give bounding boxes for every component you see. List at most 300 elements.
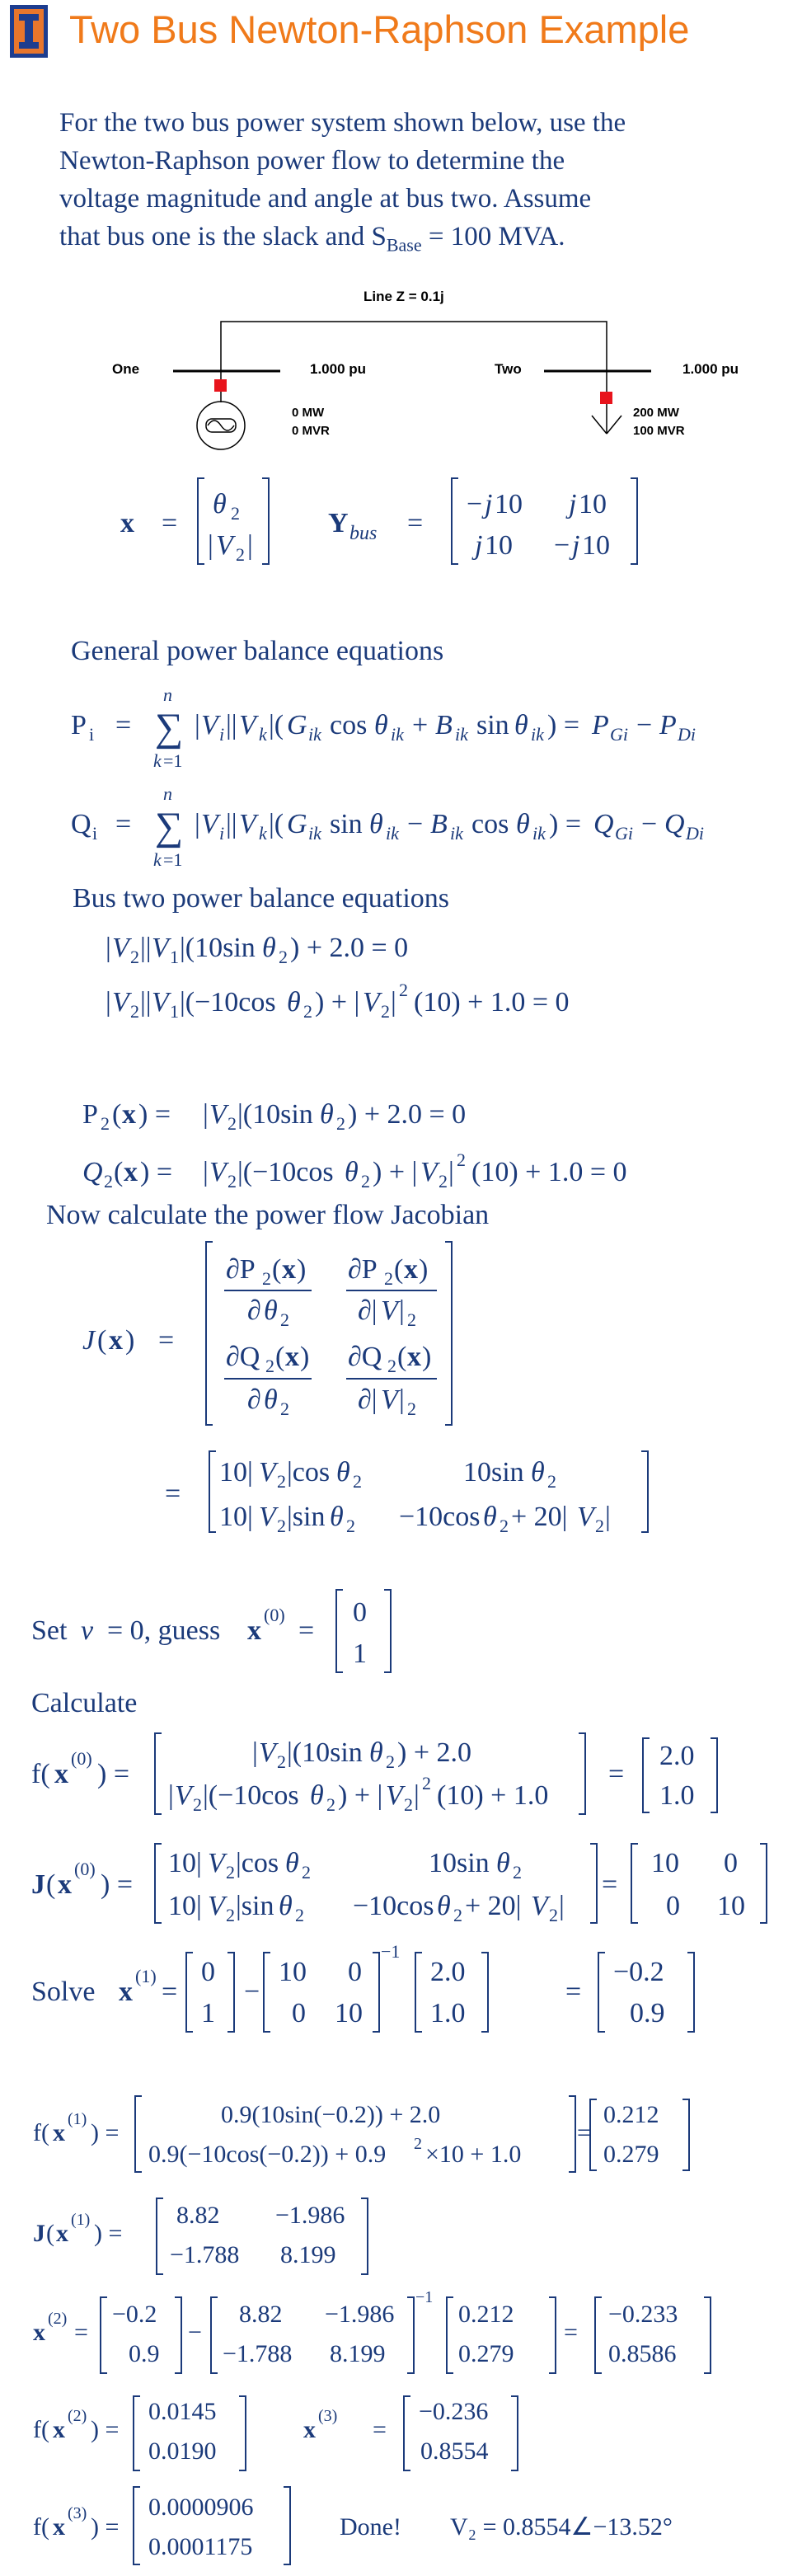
- svg-text:2: 2: [227, 1171, 237, 1192]
- svg-text:): ): [125, 1325, 135, 1356]
- svg-text:−0.236: −0.236: [419, 2398, 489, 2425]
- svg-text:=: =: [608, 1759, 625, 1789]
- svg-text:∑: ∑: [155, 805, 184, 848]
- svg-text:V: V: [381, 1295, 398, 1326]
- intro-line-3: voltage magnitude and angle at bus two. Assume: [59, 184, 592, 214]
- svg-text:) + 2.0: ) + 2.0: [397, 1737, 471, 1768]
- svg-text:|sin: |sin: [287, 1502, 326, 1532]
- svg-text:θ: θ: [531, 1457, 545, 1488]
- svg-text:V: V: [152, 933, 169, 963]
- label-set: Set: [31, 1615, 68, 1646]
- svg-text:2: 2: [279, 947, 288, 967]
- svg-text:1: 1: [353, 1638, 367, 1669]
- svg-text:0.9(−10cos(−0.2)) + 0.9: 0.9(−10cos(−0.2)) + 0.9: [148, 2141, 387, 2168]
- intro-line-4: that bus one is the slack and $S_{Base} = 100$ MVA.: [59, 222, 565, 256]
- svg-text:0.9: 0.9: [129, 2340, 160, 2367]
- svg-text:10: 10: [579, 489, 607, 519]
- svg-text:(: (: [275, 1342, 285, 1372]
- svg-text:f(: f(: [33, 2119, 49, 2146]
- svg-text:2: 2: [265, 1356, 274, 1376]
- svg-text:=: =: [74, 2319, 88, 2346]
- svg-text:|(: |(: [269, 809, 284, 839]
- svg-text:θ: θ: [287, 987, 301, 1018]
- svg-text:0.0001175: 0.0001175: [148, 2533, 253, 2560]
- svg-text:V: V: [381, 1384, 398, 1415]
- svg-text:(1): (1): [68, 2110, 87, 2128]
- svg-text:∂: ∂: [247, 1295, 261, 1326]
- svg-text:V: V: [259, 1737, 276, 1768]
- svg-text:10|: 10|: [168, 1848, 202, 1878]
- svg-text:x: x: [53, 2416, 65, 2443]
- svg-text:(10) + 1.0 = 0: (10) + 1.0 = 0: [471, 1157, 627, 1187]
- svg-text:2: 2: [399, 980, 408, 1000]
- svg-text:(1): (1): [135, 1966, 157, 1986]
- svg-text:θ: θ: [310, 1780, 324, 1811]
- svg-text:||: ||: [226, 710, 237, 740]
- svg-text:2: 2: [280, 1309, 289, 1330]
- svg-text:x: x: [119, 1977, 133, 2007]
- svg-text:2: 2: [236, 544, 245, 565]
- svg-text:0.0145: 0.0145: [148, 2398, 217, 2425]
- svg-text:×10 + 1.0: ×10 + 1.0: [425, 2141, 522, 2168]
- bus1-mw: 0 MW: [292, 406, 325, 420]
- svg-text:|: |: [208, 530, 213, 561]
- svg-text:θ: θ: [369, 1737, 383, 1768]
- svg-text:x: x: [53, 2513, 65, 2541]
- svg-text:(: (: [97, 1325, 107, 1356]
- svg-text:10: 10: [651, 1848, 679, 1878]
- transmission-line: [221, 322, 607, 371]
- svg-text:P: P: [82, 1099, 98, 1130]
- svg-text:0.212: 0.212: [603, 2101, 659, 2128]
- svg-text:1: 1: [170, 1001, 179, 1022]
- svg-text:V: V: [175, 1780, 192, 1811]
- svg-text:n: n: [163, 684, 172, 705]
- svg-text:Y: Y: [328, 508, 349, 538]
- svg-text:2: 2: [346, 1516, 355, 1536]
- svg-text:=: =: [564, 2319, 578, 2346]
- svg-text:θ: θ: [514, 710, 528, 740]
- svg-text:(: (: [272, 1254, 282, 1285]
- bus1-mvr: 0 MVR: [292, 424, 330, 438]
- svg-text:) =: ) =: [97, 1759, 129, 1789]
- svg-text:2: 2: [422, 1773, 431, 1793]
- svg-text:10sin: 10sin: [429, 1848, 490, 1878]
- svg-text:2: 2: [295, 1905, 304, 1925]
- svg-text:): ): [300, 1342, 310, 1372]
- svg-text:ik: ik: [450, 823, 463, 844]
- svg-text:=: =: [165, 1478, 181, 1509]
- svg-text:|sin: |sin: [236, 1891, 274, 1921]
- svg-text:B: B: [430, 809, 448, 839]
- svg-text:|(10sin: |(10sin: [180, 933, 256, 963]
- svg-text:Di: Di: [686, 823, 704, 844]
- svg-text:θ: θ: [279, 1891, 293, 1921]
- bus2-breaker: [600, 392, 612, 404]
- svg-text:|: |: [448, 1157, 454, 1187]
- svg-text:θ: θ: [496, 1848, 510, 1878]
- svg-text:V: V: [208, 1848, 225, 1878]
- svg-text:) =: ) =: [138, 1099, 171, 1130]
- svg-text:2: 2: [453, 1905, 462, 1925]
- svg-text:x: x: [407, 1342, 421, 1372]
- svg-text:2: 2: [130, 1001, 139, 1022]
- svg-text:10: 10: [717, 1891, 745, 1921]
- svg-text:n: n: [163, 783, 172, 804]
- svg-text:(10) + 1.0: (10) + 1.0: [437, 1780, 549, 1811]
- svg-text:sin: sin: [330, 809, 363, 839]
- svg-text:2: 2: [547, 1471, 556, 1492]
- svg-text:2: 2: [262, 1268, 271, 1289]
- svg-text:2: 2: [336, 1113, 345, 1134]
- svg-text:x: x: [120, 508, 134, 538]
- svg-text:2: 2: [303, 1001, 312, 1022]
- svg-text:+ 20|: + 20|: [465, 1891, 522, 1921]
- svg-text:|: |: [559, 1891, 565, 1921]
- svg-text:∂Q: ∂Q: [348, 1342, 382, 1372]
- intro-line-2: Newton-Raphson power flow to determine the: [59, 146, 565, 176]
- svg-text:|: |: [203, 1099, 209, 1130]
- svg-text:(: (: [46, 2220, 54, 2247]
- label-calculate: Calculate: [31, 1688, 138, 1718]
- svg-text:J: J: [33, 2220, 45, 2247]
- svg-text:0.279: 0.279: [458, 2340, 514, 2367]
- svg-text:V: V: [386, 1780, 403, 1811]
- svg-text:|cos: |cos: [236, 1848, 279, 1878]
- svg-text:V: V: [363, 987, 380, 1018]
- svg-text:ik: ik: [386, 823, 399, 844]
- svg-text:(: (: [46, 1869, 56, 1900]
- svg-text:|(: |(: [269, 710, 284, 740]
- svg-text:(: (: [112, 1099, 122, 1130]
- heading-jacobian: Now calculate the power flow Jacobian: [46, 1200, 490, 1230]
- svg-text:k: k: [259, 823, 267, 844]
- svg-text:2: 2: [130, 947, 139, 967]
- svg-text:−0.2: −0.2: [112, 2301, 157, 2328]
- svg-text:i: i: [219, 823, 225, 844]
- svg-text:0: 0: [724, 1848, 738, 1878]
- svg-text:0: 0: [201, 1957, 215, 1987]
- svg-text:10: 10: [335, 1998, 363, 2028]
- svg-text:2: 2: [353, 1471, 362, 1492]
- svg-text:−1.788: −1.788: [223, 2340, 293, 2367]
- svg-text:+: +: [412, 710, 429, 740]
- bus2-mw: 200 MW: [633, 406, 679, 420]
- svg-text:G: G: [287, 809, 307, 839]
- svg-text:) + 2.0 = 0: ) + 2.0 = 0: [348, 1099, 467, 1130]
- svg-text:) =: ) =: [547, 710, 579, 740]
- svg-text:J: J: [31, 1869, 45, 1900]
- svg-text:(: (: [114, 1157, 124, 1187]
- svg-text:(: (: [394, 1254, 404, 1285]
- svg-text:10|: 10|: [168, 1891, 202, 1921]
- svg-text:2: 2: [386, 1751, 395, 1772]
- svg-text:cos: cos: [330, 710, 368, 740]
- svg-text:j: j: [572, 530, 580, 561]
- svg-text:x: x: [56, 2220, 68, 2247]
- svg-text:P: P: [71, 710, 87, 740]
- svg-text:0: 0: [666, 1891, 680, 1921]
- svg-text:(3): (3): [318, 2407, 338, 2425]
- svg-text:1.0: 1.0: [430, 1998, 466, 2028]
- svg-text:x: x: [54, 1759, 68, 1789]
- svg-text:−10cos: −10cos: [353, 1891, 434, 1921]
- svg-text:2: 2: [381, 1001, 390, 1022]
- svg-text:): ): [297, 1254, 307, 1285]
- svg-text:2: 2: [407, 1309, 416, 1330]
- svg-text:1.0: 1.0: [659, 1780, 695, 1811]
- svg-text:2: 2: [101, 1113, 110, 1134]
- svg-text:2: 2: [280, 1398, 289, 1419]
- svg-text:j: j: [485, 489, 493, 519]
- svg-text:2: 2: [326, 1794, 335, 1815]
- svg-text:∂Q: ∂Q: [226, 1342, 260, 1372]
- svg-text:x: x: [282, 1254, 296, 1285]
- svg-text:P: P: [659, 710, 677, 740]
- svg-text:ik: ik: [308, 823, 321, 844]
- svg-text:2: 2: [104, 1171, 113, 1192]
- svg-text:10|: 10|: [219, 1457, 253, 1488]
- svg-text:2: 2: [457, 1149, 466, 1170]
- svg-text:V: V: [420, 1157, 438, 1187]
- svg-text:2: 2: [226, 1905, 235, 1925]
- svg-text:|: |: [106, 987, 111, 1018]
- svg-text:0.279: 0.279: [603, 2141, 659, 2168]
- svg-text:2.0: 2.0: [659, 1741, 695, 1771]
- svg-text:i: i: [89, 724, 95, 745]
- svg-text:|: |: [168, 1780, 174, 1811]
- svg-text:2: 2: [277, 1751, 286, 1772]
- svg-text:x: x: [285, 1342, 299, 1372]
- svg-text:θ: θ: [330, 1502, 344, 1532]
- svg-text:2: 2: [407, 1398, 416, 1419]
- svg-text:x: x: [124, 1157, 138, 1187]
- svg-text:1: 1: [170, 947, 179, 967]
- svg-text:V: V: [216, 530, 233, 561]
- svg-text:−1.986: −1.986: [275, 2202, 345, 2229]
- svg-text:ik: ik: [531, 724, 544, 745]
- bus2-mvr: 100 MVR: [633, 424, 685, 438]
- label-solve: Solve: [31, 1977, 96, 2007]
- intro-paragraph: [59, 104, 626, 265]
- svg-text:∂P: ∂P: [226, 1254, 256, 1285]
- svg-text:|(−10cos: |(−10cos: [237, 1157, 334, 1187]
- svg-text:=: =: [373, 2416, 387, 2443]
- svg-text:) + |: ) + |: [338, 1780, 383, 1811]
- svg-text:−: −: [188, 2319, 202, 2346]
- svg-text:2: 2: [439, 1171, 448, 1192]
- bus1-name: One: [112, 361, 140, 377]
- svg-text:ik: ik: [308, 724, 321, 745]
- svg-text:v: v: [81, 1615, 94, 1646]
- svg-text:=: =: [565, 1977, 582, 2007]
- svg-text:) + 2.0 = 0: ) + 2.0 = 0: [290, 933, 409, 963]
- svg-text:8.199: 8.199: [280, 2241, 336, 2268]
- svg-text:(: (: [397, 1342, 407, 1372]
- svg-text:x: x: [247, 1615, 261, 1646]
- svg-text:) =: ) =: [140, 1157, 172, 1187]
- svg-text:=: =: [298, 1615, 315, 1646]
- svg-text:∂|: ∂|: [358, 1384, 378, 1415]
- svg-text:0.0000906: 0.0000906: [148, 2494, 254, 2521]
- svg-text:f(: f(: [33, 2416, 49, 2443]
- svg-text:10: 10: [279, 1957, 307, 1987]
- svg-text:V: V: [239, 809, 256, 839]
- svg-text:V: V: [201, 809, 218, 839]
- illinois-logo-icon: [10, 5, 48, 58]
- svg-text:= 0, guess: = 0, guess: [107, 1615, 221, 1646]
- svg-text:0: 0: [348, 1957, 362, 1987]
- svg-text:θ: θ: [374, 710, 388, 740]
- svg-text:|: |: [106, 933, 111, 963]
- svg-text:V: V: [152, 987, 169, 1018]
- svg-text:x: x: [303, 2416, 316, 2443]
- svg-text:|: |: [391, 987, 396, 1018]
- svg-text:) + |: ) + |: [373, 1157, 418, 1187]
- svg-text:) =: ) =: [94, 2220, 123, 2247]
- svg-text:(1): (1): [71, 2211, 91, 2229]
- svg-text:θ: θ: [369, 809, 383, 839]
- svg-text:10|: 10|: [219, 1502, 253, 1532]
- svg-text:∂|: ∂|: [358, 1295, 378, 1326]
- svg-text:G: G: [287, 710, 307, 740]
- svg-text:10: 10: [485, 530, 513, 561]
- svg-text:(3): (3): [68, 2504, 87, 2522]
- page-title: Two Bus Newton-Raphson Example: [69, 7, 690, 51]
- svg-text:2: 2: [226, 1862, 235, 1883]
- svg-text:2: 2: [414, 2135, 422, 2153]
- svg-text:Di: Di: [678, 724, 696, 745]
- svg-text:V: V: [209, 1157, 227, 1187]
- svg-text:): ): [419, 1254, 429, 1285]
- svg-text:|(10sin: |(10sin: [287, 1737, 363, 1768]
- svg-text:|(10sin: |(10sin: [237, 1099, 313, 1130]
- svg-text:−: −: [467, 489, 483, 519]
- svg-text:θ: θ: [345, 1157, 359, 1187]
- bus1-breaker: [214, 379, 227, 392]
- svg-text:0.212: 0.212: [458, 2301, 514, 2328]
- svg-text:||: ||: [140, 933, 152, 963]
- svg-text:Q: Q: [71, 809, 91, 839]
- svg-text:2: 2: [384, 1268, 393, 1289]
- svg-text:=: =: [162, 508, 178, 538]
- svg-text:∑: ∑: [155, 706, 184, 750]
- svg-text:=: =: [162, 1977, 178, 2007]
- svg-text:|: |: [414, 1780, 420, 1811]
- svg-text:∂P: ∂P: [348, 1254, 378, 1285]
- svg-text:|: |: [195, 710, 200, 740]
- svg-text:θ: θ: [264, 1295, 278, 1326]
- svg-text:|: |: [247, 530, 253, 561]
- svg-text:2: 2: [231, 503, 240, 524]
- svg-text:−: −: [641, 809, 658, 839]
- svg-text:(2): (2): [48, 2310, 68, 2328]
- svg-text:|(−10cos: |(−10cos: [203, 1780, 299, 1811]
- svg-text:ik: ik: [391, 724, 404, 745]
- svg-text:2: 2: [404, 1794, 413, 1815]
- svg-text:=: =: [158, 1325, 175, 1356]
- svg-text:−0.2: −0.2: [613, 1957, 664, 1987]
- svg-text:k: k: [153, 750, 162, 771]
- svg-text:k: k: [259, 724, 267, 745]
- line-impedance-label: Line Z = 0.1j: [364, 289, 444, 304]
- svg-text:θ: θ: [213, 489, 227, 519]
- bus1-voltage: 1.000 pu: [310, 361, 367, 377]
- svg-text:x: x: [53, 2119, 65, 2146]
- svg-text:0: 0: [353, 1597, 367, 1628]
- svg-text:Q: Q: [82, 1157, 103, 1187]
- equations: [0, 462, 788, 2576]
- svg-text:bus: bus: [349, 523, 378, 544]
- one-line-diagram: [0, 280, 788, 462]
- svg-text:|: |: [399, 1295, 405, 1326]
- svg-text:): ): [422, 1342, 432, 1372]
- svg-text:Q: Q: [593, 809, 614, 839]
- svg-text:−1: −1: [415, 2288, 434, 2306]
- svg-text:|: |: [195, 809, 200, 839]
- svg-text:2.0: 2.0: [430, 1957, 466, 1987]
- svg-text:|cos: |cos: [287, 1457, 331, 1488]
- svg-text:8.82: 8.82: [176, 2202, 220, 2229]
- svg-text:Gi: Gi: [615, 823, 633, 844]
- svg-text:8.199: 8.199: [330, 2340, 386, 2367]
- svg-text:2: 2: [193, 1794, 202, 1815]
- svg-text:|: |: [252, 1737, 258, 1768]
- svg-text:0.9: 0.9: [630, 1998, 665, 2028]
- heading-bus-two: Bus two power balance equations: [73, 883, 449, 914]
- svg-text:(0): (0): [71, 1748, 92, 1769]
- svg-text:(0): (0): [74, 1859, 96, 1879]
- svg-text:k: k: [153, 849, 162, 870]
- svg-text:||: ||: [140, 987, 152, 1018]
- svg-text:|: |: [399, 1384, 405, 1415]
- svg-text:0: 0: [292, 1998, 306, 2028]
- svg-text:f(: f(: [31, 1759, 50, 1789]
- svg-text:V: V: [531, 1891, 548, 1921]
- svg-text:=: =: [115, 809, 132, 839]
- svg-text:sin: sin: [476, 710, 509, 740]
- svg-text:f(: f(: [33, 2513, 49, 2541]
- svg-text:V: V: [239, 710, 256, 740]
- svg-text:2: 2: [513, 1862, 522, 1883]
- svg-text:2: 2: [302, 1862, 311, 1883]
- intro-line-1: For the two bus power system shown below, use the: [59, 108, 626, 138]
- svg-text:∂: ∂: [247, 1384, 261, 1415]
- svg-text:) =: ) =: [91, 2416, 120, 2443]
- svg-text:) =: ) =: [91, 2513, 120, 2541]
- svg-text:V: V: [209, 1099, 227, 1130]
- svg-text:=: =: [115, 710, 132, 740]
- svg-text:V: V: [577, 1502, 594, 1532]
- svg-text:V: V: [201, 710, 218, 740]
- svg-text:−1.788: −1.788: [170, 2241, 240, 2268]
- svg-text:10sin: 10sin: [463, 1457, 524, 1488]
- svg-text:) =: ) =: [549, 809, 581, 839]
- svg-text:|(−10cos: |(−10cos: [180, 987, 276, 1018]
- svg-text:V: V: [112, 933, 129, 963]
- svg-text:2: 2: [277, 1516, 286, 1536]
- svg-text:−10cos: −10cos: [399, 1502, 481, 1532]
- svg-text:θ: θ: [262, 933, 276, 963]
- svg-text:=1: =1: [163, 750, 183, 771]
- svg-text:−: −: [554, 530, 570, 561]
- svg-text:(0): (0): [264, 1605, 285, 1625]
- svg-text:cos: cos: [471, 809, 509, 839]
- svg-text:ik: ik: [532, 823, 546, 844]
- svg-text:2: 2: [227, 1113, 237, 1134]
- svg-text:10: 10: [495, 489, 523, 519]
- done-label: Done!: [340, 2513, 401, 2541]
